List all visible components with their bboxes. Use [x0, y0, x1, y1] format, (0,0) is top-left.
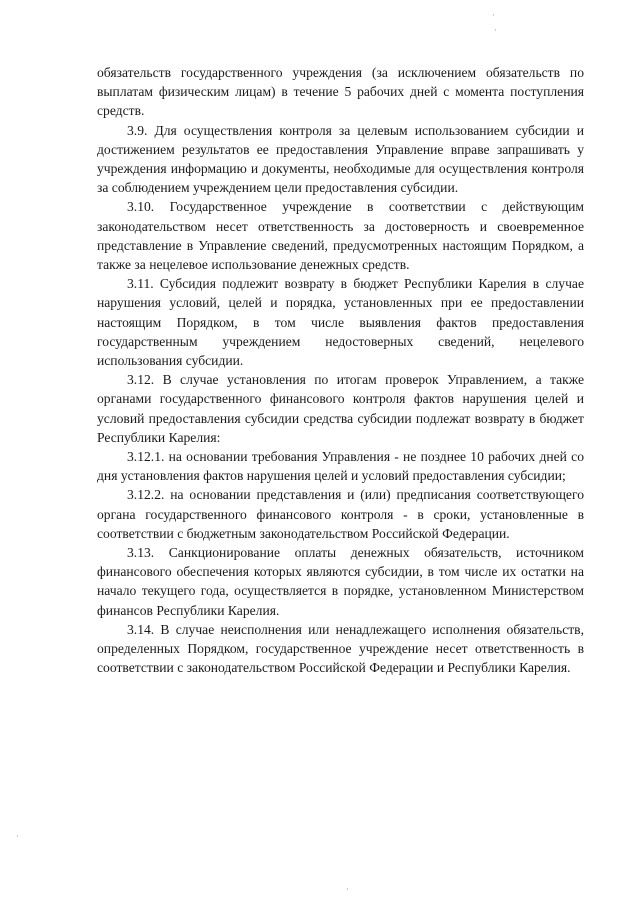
paragraph-continuation: обязательств государственного учреждения (за исключением обязательств по выплатам физическим лицам) в течение 5 рабочих дней с момента поступления средств.	[97, 65, 584, 119]
document-body	[97, 63, 584, 678]
paragraph-3-10: 3.10. Государственное учреждение в соответствии с действующим законодательством несет ответственность за достоверность и своевременное представление в Управление сведений, предусмотренных настоящим Порядком, а также за нецелевое использование денежных средств.	[97, 199, 584, 273]
paragraph-3-13: 3.13. Санкционирование оплаты денежных обязательств, источником финансового обеспечения которых являются субсидии, в том числе их остатки на начало текущего года, осуществляется в порядке, установленном Министерством финансов Республики Карелия.	[97, 545, 584, 618]
scan-speck: ·	[494, 26, 497, 36]
paragraph-3-14: 3.14. В случае неисполнения или ненадлежащего исполнения обязательств, определенных Порядком, государственное учреждение несет ответственность в соответствии с законодательством Российской Федерации и Республики Карелия.	[97, 621, 584, 676]
paragraph-3-12: 3.12. В случае установления по итогам проверок Управлением, а также органами государственного финансового контроля фактов нарушения целей и условий предоставления субсидии средства субсидии подлежат возврату в бюджет Республики Карелия:	[97, 372, 584, 445]
paragraph-3-9: 3.9. Для осуществления контроля за целевым использованием субсидии и достижением результатов ее предоставления Управление вправе запрашивать у учреждения информацию и документы, необходимые для осуществления контроля за соблюдением учреждением цели предоставления субсидии.	[97, 122, 584, 196]
scan-speck: ·	[16, 832, 19, 842]
scan-speck: ·	[346, 885, 349, 895]
paragraph-3-11: 3.11. Субсидия подлежит возврату в бюджет Республики Карелия в случае нарушения условий, целей и порядка, установленных при ее предоставлении настоящим Порядком, в том числе выявления фактов предоставления государственным учреждением недостоверных сведений, нецелевого использования субсидии.	[97, 276, 584, 369]
scan-speck: ·	[492, 11, 495, 21]
paragraph-3-12-2: 3.12.2. на основании представления и (или) предписания соответствующего органа государственного финансового контроля - в сроки, установленные в соответствии с бюджетным законодательством Российской Федерации.	[97, 487, 584, 541]
paragraph-3-12-1: 3.12.1. на основании требования Управления - не позднее 10 рабочих дней со дня установления фактов нарушения целей и условий предоставления субсидии;	[97, 449, 584, 484]
